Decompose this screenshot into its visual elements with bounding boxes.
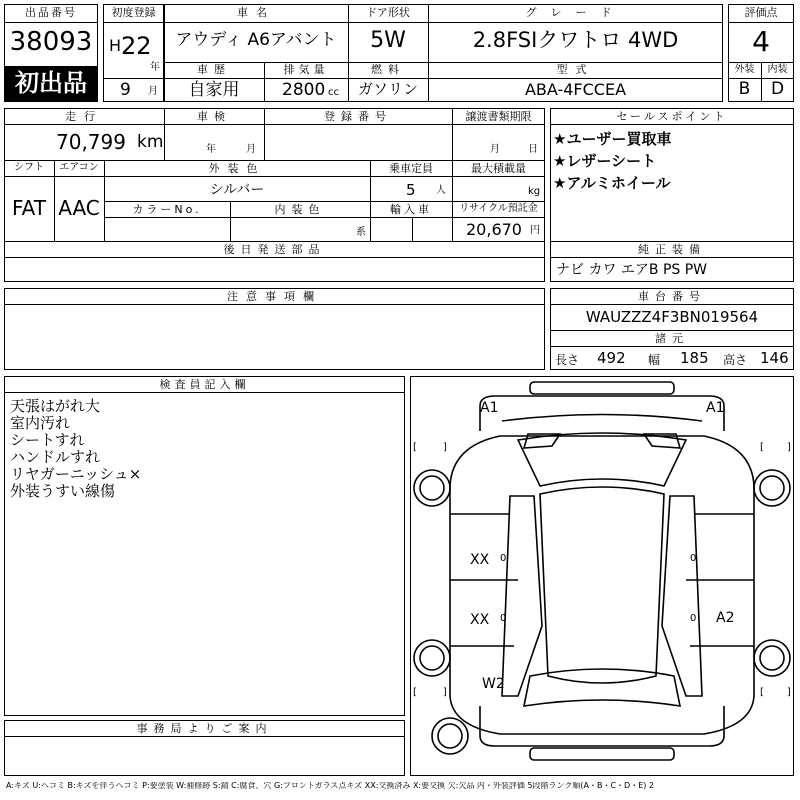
inspector-note-6: 外装うすい線傷	[10, 482, 116, 500]
model-value: ABA-4FCCEA	[524, 80, 627, 99]
transfer-label: 譲渡書類期限	[465, 110, 532, 123]
mileage-value: 70,799	[56, 130, 126, 154]
damage-mark-right-rear: A2	[716, 610, 735, 626]
transfer-month-unit: 月	[490, 144, 500, 155]
small-zero-2: 0	[500, 613, 507, 624]
interior-color-label: 内装色	[274, 203, 326, 216]
height-value: 146	[760, 349, 789, 367]
damage-mark-front-left: A1	[480, 400, 499, 416]
genuine-equipment-value: ナビ カワ エアB PS PW	[556, 262, 708, 278]
bracket-right-1: [	[760, 442, 764, 453]
bracket-right-2: ]	[787, 442, 791, 453]
history-value: 自家用	[188, 80, 240, 100]
reg-year: 22	[121, 32, 152, 60]
bracket-left-3: [	[413, 687, 417, 698]
reg-month: 9	[120, 80, 131, 100]
exterior-color-value: シルバー	[209, 182, 265, 198]
inspection-year-unit: 年	[206, 144, 216, 155]
history-label: 車歴	[197, 63, 231, 76]
sales-points-label: セールスポイント	[616, 110, 728, 123]
inspector-note-3: シートすれ	[10, 431, 85, 449]
dimensions-label: 諸元	[655, 332, 689, 345]
car-diagram	[410, 376, 794, 776]
shift-label: シフト	[14, 162, 44, 173]
transfer-day-unit: 日	[528, 144, 538, 155]
damage-mark-left-front-door: XX	[470, 552, 490, 568]
car-name: アウディ A6アバント	[175, 30, 337, 50]
inspection-label: 車検	[197, 110, 231, 123]
capacity-value: 5	[406, 181, 416, 199]
small-zero-4: 0	[690, 613, 697, 624]
damage-mark-rear-left: W2	[482, 676, 505, 692]
small-zero-3: 0	[690, 553, 697, 564]
bracket-left-1: [	[413, 442, 417, 453]
damage-mark-front-right: A1	[706, 400, 725, 416]
caution-label: 注意事項欄	[227, 290, 322, 303]
interior-color-unit: 系	[356, 227, 366, 238]
sales-point-2: ★レザーシート	[553, 152, 657, 170]
int-score-label: 内装	[767, 64, 788, 75]
small-zero-1: 0	[500, 553, 507, 564]
genuine-equipment-label: 純正装備	[638, 243, 706, 256]
displacement-unit: cc	[328, 87, 339, 98]
color-no-label: カラーNo.	[132, 203, 202, 216]
recycle-unit: 円	[530, 225, 540, 236]
capacity-unit: 人	[436, 185, 446, 196]
era: H	[109, 36, 122, 55]
aircon-label: エアコン	[59, 162, 99, 173]
displacement-value: 2800	[282, 80, 326, 100]
bracket-left-2: ]	[443, 442, 447, 453]
inspector-note-2: 室内汚れ	[10, 414, 71, 432]
sales-point-1: ★ユーザー買取車	[553, 130, 672, 148]
max-load-unit: kg	[528, 186, 541, 197]
bracket-left-4: ]	[443, 687, 447, 698]
year-unit: 年	[150, 62, 160, 73]
length-value: 492	[597, 349, 626, 367]
ext-score: B	[738, 79, 751, 99]
mileage-unit: km	[137, 132, 164, 152]
height-label: 高さ	[723, 353, 748, 367]
shift-value: FAT	[11, 196, 46, 220]
import-label: 輸入車	[390, 203, 432, 216]
legend: A:キズ U:ヘコミ B:キズを伴うヘコミ P:要塗装 W:補修跡 S:錆 C:腐食、穴 G:フロントガラス点キズ XX:交換済み X:要交換 欠:欠品 内・外装評価 5段階ランク順(A・B・C・D・E) 2	[6, 782, 655, 790]
chassis-number: WAUZZZ4F3BN019564	[585, 308, 759, 326]
capacity-label: 乗車定員	[389, 162, 433, 175]
inspector-note-4: ハンドルすれ	[10, 448, 101, 466]
ext-score-label: 外装	[734, 64, 755, 75]
max-load-label: 最大積載量	[471, 162, 526, 175]
month-unit: 月	[148, 86, 158, 97]
recycle-label: リサイクル預託金	[459, 203, 538, 214]
office-label: 事務局よりご案内	[136, 722, 273, 735]
inspector-label: 検査員記入欄	[159, 378, 250, 391]
lot-label: 出品番号	[25, 6, 77, 19]
inspector-note-1: 天張はがれ大	[10, 397, 101, 415]
sales-point-3: ★アルミホイール	[553, 174, 671, 192]
displacement-label: 排気量	[283, 63, 329, 76]
later-parts-label: 後日発送部品	[223, 243, 326, 256]
grade-label: グレード	[525, 6, 626, 19]
inspector-note-5: リヤガーニッシュ×	[10, 465, 142, 483]
score-value: 4	[752, 25, 770, 58]
door-label: ドア形状	[366, 6, 410, 19]
model-label: 型式	[556, 63, 595, 76]
first-listing-badge: 初出品	[5, 66, 97, 101]
fuel-label: 燃料	[371, 63, 405, 76]
aircon-value: AAC	[58, 196, 100, 220]
damage-mark-left-rear-door: XX	[470, 612, 490, 628]
mileage-label: 走行	[65, 110, 103, 123]
exterior-color-label: 外装色	[208, 162, 266, 175]
width-value: 185	[680, 349, 709, 367]
fuel-value: ガソリン	[357, 80, 418, 98]
recycle-value: 20,670	[466, 220, 522, 239]
reg-number-label: 登録番号	[324, 110, 392, 123]
bracket-right-3: [	[760, 687, 764, 698]
inspection-month-unit: 月	[246, 144, 256, 155]
bracket-right-4: ]	[787, 687, 791, 698]
score-label: 評価点	[744, 6, 778, 19]
door-value: 5W	[370, 28, 406, 53]
first-reg-label: 初度登録	[111, 6, 156, 19]
chassis-label: 車台番号	[638, 290, 706, 303]
car-name-label: 車名	[237, 6, 275, 19]
lot-number: 38093	[9, 27, 93, 57]
grade-value: 2.8FSIクワトロ 4WD	[472, 28, 679, 52]
length-label: 長さ	[555, 353, 580, 367]
width-label: 幅	[648, 353, 661, 367]
int-score: D	[770, 79, 785, 99]
